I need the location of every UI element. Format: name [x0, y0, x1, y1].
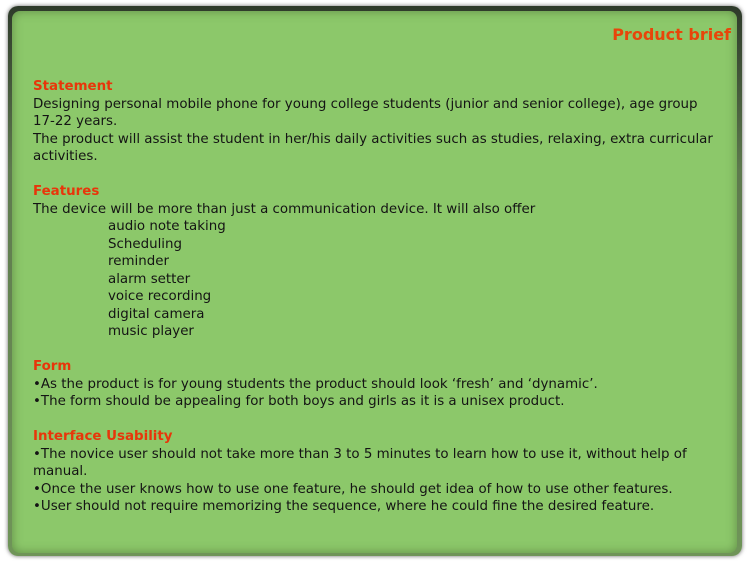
feature-item: reminder — [108, 254, 169, 269]
section-gap — [33, 411, 723, 429]
slide-content — [33, 78, 723, 516]
form-line: •The form should be appealing for both boys and girls as it is a unisex product. — [33, 394, 565, 409]
interface-usability-line: •Once the user knows how to use one feature, he should get idea of how to use other features. — [33, 481, 673, 497]
interface-usability-line: •User should not require memorizing the sequence, where he could fine the desired feature. — [33, 499, 655, 514]
form-line: •As the product is for young students the product should look ‘fresh’ and ‘dynamic’. — [33, 376, 598, 392]
statement-line: The product will assist the student in her/his daily activities such as studies, relaxing, extra curricular activities. — [33, 131, 713, 164]
statement-line: Designing personal mobile phone for young college students (junior and senior college), age group 17-22 years. — [33, 96, 698, 129]
section-gap — [33, 341, 723, 359]
feature-item: digital camera — [108, 306, 205, 322]
slide-title: Product brief — [612, 25, 731, 44]
features-heading: Features — [33, 184, 100, 199]
features-intro: The device will be more than just a communication device. It will also offer — [33, 201, 536, 217]
interface-usability-line: •The novice user should not take more than 3 to 5 minutes to learn how to use it, without help of manual. — [33, 446, 687, 479]
statement-heading: Statement — [33, 79, 113, 94]
feature-item: voice recording — [108, 289, 212, 304]
feature-item: Scheduling — [108, 236, 183, 252]
feature-item: music player — [108, 324, 194, 339]
feature-item: audio note taking — [108, 219, 226, 234]
slide — [12, 11, 737, 553]
feature-item: alarm setter — [108, 271, 191, 287]
form-heading: Form — [33, 359, 72, 374]
section-gap — [33, 166, 723, 184]
interface-usability-heading: Interface Usability — [33, 429, 173, 444]
